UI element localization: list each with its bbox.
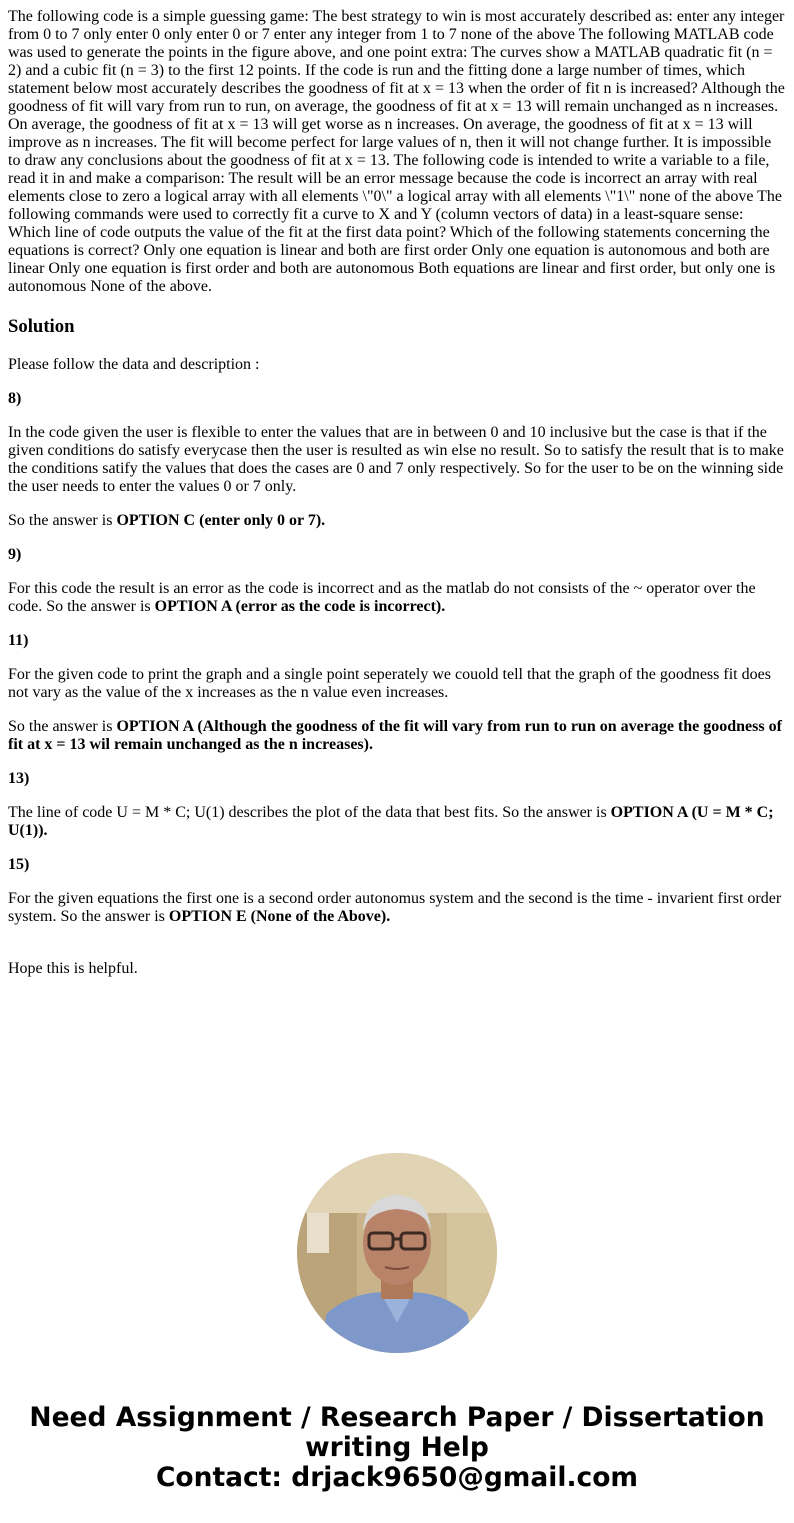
q8-answer-option: OPTION C (enter only 0 or 7). bbox=[116, 512, 326, 529]
q15-explanation: For the given equations the first one is a second order autonomus system and the second is the time - invarient first order system. So the answer is OPTION E (None of the Above). bbox=[8, 890, 782, 925]
q13-label: 13) bbox=[8, 770, 30, 787]
q13-answer-option: OPTION A (U = M * C; U(1)). bbox=[8, 804, 774, 839]
closing-text: Hope this is helpful. bbox=[8, 960, 138, 977]
author-portrait-icon bbox=[297, 1153, 497, 1353]
q11-explanation: For the given code to print the graph and a single point seperately we couold tell that the graph of the goodness fit does not vary as the value of the x increases as the n value even increases. bbox=[8, 666, 771, 701]
author-avatar bbox=[297, 1153, 497, 1353]
q9-explanation: For this code the result is an error as the code is incorrect and as the matlab do not consists of the ~ operator over the code. So the answer is OPTION A (error as the code is incorrect). bbox=[8, 580, 756, 615]
q11-answer: So the answer is OPTION A (Although the goodness of the fit will vary from run to run on average the goodness of fit at x = 13 wil remain unchanged as the n increases). bbox=[8, 718, 782, 753]
promo-line-2: writing Help bbox=[305, 1432, 489, 1463]
q9-label: 9) bbox=[8, 546, 22, 563]
q11-answer-option: OPTION A (Although the goodness of the fit will vary from run to run on average the goodness of fit at x = 13 wil remain unchanged as the n increases). bbox=[8, 718, 782, 753]
q13-explanation: The line of code U = M * C; U(1) describes the plot of the data that best fits. So the answer is OPTION A (U = M * C; U(1)). bbox=[8, 804, 774, 839]
promo-line-1: Need Assignment / Research Paper / Dissertation bbox=[29, 1402, 765, 1433]
promo-banner bbox=[0, 1403, 794, 1493]
q15-label: 15) bbox=[8, 856, 30, 873]
answer-document bbox=[8, 8, 786, 994]
promo-contact: Contact: drjack9650@gmail.com bbox=[155, 1462, 639, 1493]
q8-answer: So the answer is OPTION C (enter only 0 or 7). bbox=[8, 512, 326, 529]
question-text: The following code is a simple guessing game: The best strategy to win is most accurately described as: enter any integer from 0 to 7 only enter 0 only enter 0 or 7 enter any integer from 1 to 7 none of the above The following MATLAB code was used to generate the points in the figure above, and one point extra: The curves show a MATLAB quadratic fit (n = 2) and a cubic fit (n = 3) to the first 12 points. If the code is run and the fitting done a large number of times, which statement below most accurately describes the goodness of fit at x = 13 when the order of fit n is increased? Although the goodness of fit will vary from run to run, on average, the goodness of fit at x = 13 will remain unchanged as n increases. On average, the goodness of fit at x = 13 will get worse as n increases. On average, the goodness of fit at x = 13 will improve as n increases. The fit will become perfect for large values of n, then it will not change further. It is impossible to draw any conclusions about the goodness of fit at x = 13. The following code is intended to write a variable to a file, read it in and make a comparison: The result will be an error message because the code is incorrect an array with real elements close to zero a logical array with all elements \"0\" a logical array with all elements \"1\" none of the above The following commands were used to correctly fit a curve to X and Y (column vectors of data) in a least-square sense: Which line of code outputs the value of the fit at the first data point? Which of the following statements concerning the equations is correct? Only one equation is linear and both are first order Only one equation is autonomous and both are linear Only one equation is first order and both are autonomous Both equations are linear and first order, but only one is autonomous None of the above. bbox=[8, 8, 785, 295]
q11-label: 11) bbox=[8, 632, 29, 649]
solution-intro: Please follow the data and description : bbox=[8, 356, 260, 373]
q8-explanation: In the code given the user is flexible to enter the values that are in between 0 and 10 inclusive but the case is that if the given conditions do satisfy everycase then the user is resulted as win else no result. So to satisfy the result that is to make the conditions satify the values that does the cases are 0 and 7 only respectively. So for the user to be on the winning side the user needs to enter the values 0 or 7 only. bbox=[8, 424, 784, 495]
q8-label: 8) bbox=[8, 390, 22, 407]
solution-heading: Solution bbox=[8, 316, 75, 337]
q15-answer-option: OPTION E (None of the Above). bbox=[168, 908, 391, 925]
q9-answer-option: OPTION A (error as the code is incorrect). bbox=[154, 598, 446, 615]
